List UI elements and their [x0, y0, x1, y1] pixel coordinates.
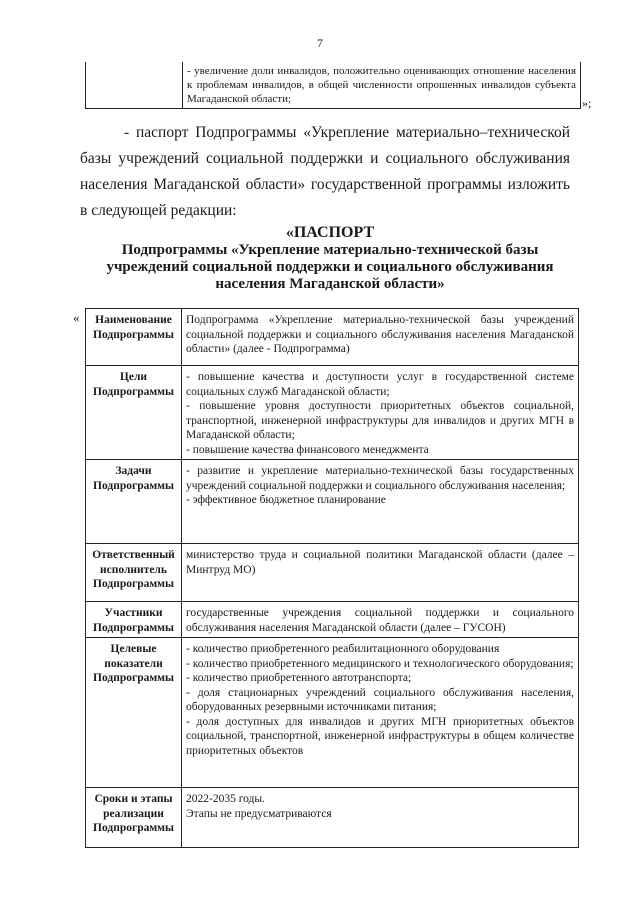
row-value-line: - повышение качества финансового менеджмента	[186, 443, 429, 456]
row-value	[182, 366, 579, 460]
table-row	[86, 460, 579, 544]
row-value-line: министерство труда и социальной политики Магаданской области (далее – Минтруд МО)	[186, 549, 574, 576]
table-open-quote: «	[73, 310, 80, 325]
row-value-line: - количество приобретенного медицинского и технологического оборудования;	[186, 657, 574, 670]
passport-title: «ПАСПОРТ	[285, 224, 375, 241]
row-value-line: 2022-2035 годы.	[186, 793, 266, 805]
row-value	[182, 544, 579, 602]
page-number: 7	[317, 36, 323, 50]
row-value-line: - доля стационарных учреждений социального обслуживания населения, оборудованных резервными источниками питания;	[186, 686, 574, 713]
row-label: Наименование Подпрограммы	[86, 309, 182, 366]
row-value-line: - эффективное бюджетное планирование	[186, 494, 386, 506]
row-value	[182, 602, 579, 638]
table-row	[86, 366, 579, 460]
closing-quote-mark: »;	[582, 96, 592, 110]
row-label: Ответственный исполнитель Подпрограммы	[86, 544, 182, 602]
intro-paragraph: - паспорт Подпрограммы «Укрепление материально–технической базы учреждений социальной поддержки и социального обслуживания населения Магаданской области» государственной программы изложить в следующей редакции:	[80, 124, 570, 219]
row-value-line: - количество приобретенного реабилитационного оборудования	[186, 643, 500, 655]
row-label: Сроки и этапы реализации Подпрограммы	[86, 788, 182, 848]
table-row	[86, 544, 579, 602]
row-value-line: Этапы не предусматриваются	[186, 807, 332, 820]
table-row	[86, 788, 579, 848]
continuation-table	[85, 62, 581, 109]
row-label: Участники Подпрограммы	[86, 602, 182, 638]
table-row	[86, 602, 579, 638]
row-value	[182, 788, 579, 848]
passport-subtitle: Подпрограммы «Укрепление материально-технической базы учреждений социальной поддержки и социального обслуживания населения Магаданской области»	[106, 242, 554, 292]
row-value-line: - повышение уровня доступности приоритетных объектов социальной, транспортной, инженерной инфраструктуры для инвалидов и других МГН в Магаданской области;	[186, 400, 574, 441]
continuation-text: - увеличение доли инвалидов, положительно оценивающих отношение населения к проблемам инвалидов, в общей численности опрошенных инвалидов субъекта Магаданской области;	[187, 65, 576, 105]
row-value	[182, 309, 579, 366]
row-value-line: государственные учреждения социальной поддержки и социального обслуживания населения Магаданской области (далее – ГУСОН)	[186, 607, 574, 634]
row-label: Задачи Подпрограммы	[86, 460, 182, 544]
row-value	[182, 638, 579, 788]
row-label: Целевые показатели Подпрограммы	[86, 638, 182, 788]
row-label: Цели Подпрограммы	[86, 366, 182, 460]
row-value-line: Подпрограмма «Укрепление материально-технической базы учреждений социальной поддержки и социального обслуживания населения Магаданской области» (далее - Подпрограмма)	[186, 314, 574, 355]
row-value-line: - доля доступных для инвалидов и других МГН приоритетных объектов социальной, транспортной, инженерной инфраструктуры в общем количестве приоритетных объектов	[186, 715, 574, 757]
row-value	[182, 460, 579, 544]
continuation-empty-cell	[86, 62, 183, 108]
row-value-line: - повышение качества и доступности услуг в государственной системе социальных служб Магаданской области;	[186, 371, 574, 398]
table-row	[86, 309, 579, 366]
table-row	[86, 638, 579, 788]
row-value-line: - количество приобретенного автотранспорта;	[186, 672, 412, 684]
passport-table	[85, 308, 579, 848]
row-value-line: - развитие и укрепление материально-технической базы государственных учреждений социальной поддержки и социального обслуживания населения;	[186, 465, 574, 492]
